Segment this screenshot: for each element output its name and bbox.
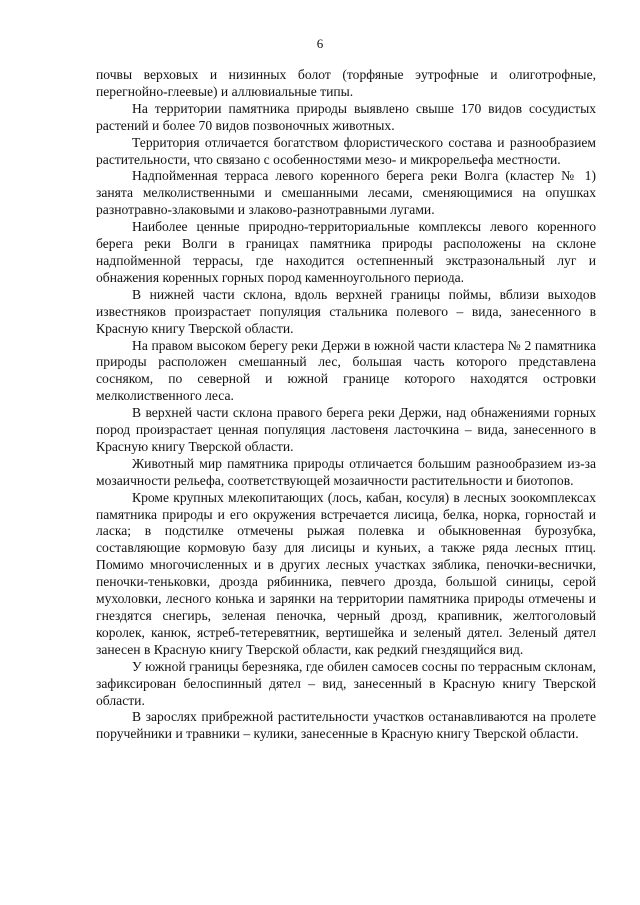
paragraph-valuable-complexes: Наиболее ценные природно-территориальные комплексы левого коренного берега реки Волги в границах памятника природы расположены на склоне надпойменной террасы, где находится остепненный экстразональный луг и обнажения коренных горных пород каменноугольного периода. xyxy=(96,219,596,285)
paragraph-steelwort-population: В нижней части склона, вдоль верхней границы поймы, вблизи выходов известняков произрастает популяция стальника полевого – вида, занесенного в Красную книгу Тверской области. xyxy=(96,286,596,336)
paragraph-mammals-birds: Кроме крупных млекопитающих (лось, кабан, косуля) в лесных зоокомплексах памятника природы и его окружения встречается лисица, белка, норка, горностай и ласка; в подстилке отмечены рыжая полевка и обыкновенная бурозубка, составляющие кормовую базу для лисицы и куньих, а также ряда лесных птиц. Помимо многочисленных и в других лесных участках зяблика, пеночки-веснички, пеночки-теньковки, дрозда рябинника, певчего дрозда, большой синицы, серой мухоловки, лесного конька и зарянки на территории памятника природы отмечены и гнездятся снегирь, зеленая пеночка, черный дрозд, крапивник, желтоголовый королек, канюк, ястреб-тетеревятник, вертишейка и зеленый дятел. Зеленый дятел занесен в Красную книгу Тверской области, как редкий гнездящийся вид. xyxy=(96,489,596,657)
paragraph-species-count: На территории памятника природы выявлено свыше 170 видов сосудистых растений и более 70 видов позвоночных животных. xyxy=(96,100,596,133)
paragraph-swallowwort-population: В верхней части склона правого берега реки Держи, над обнажениями горных пород произрастает ценная популяция ластовеня ласточкина – вида, занесенного в Красную книгу Тверской области. xyxy=(96,405,596,454)
paragraph-white-backed-woodpecker: У южной границы березняка, где обилен самосев сосны по террасным склонам, зафиксирован белоспинный дятел – вид, занесенный в Красную книгу Тверской области. xyxy=(96,658,596,708)
paragraph-fauna-diversity: Животный мир памятника природы отличается большим разнообразием из-за мозаичности рельефа, соответствующей мозаичности растительности и биотопов. xyxy=(96,455,596,488)
paragraph-floristic-diversity: Территория отличается богатством флористического состава и разнообразием растительности, что связано с особенностями мезо- и микрорельефа местности. xyxy=(96,134,596,167)
paragraph-cluster-1-terrace: Надпойменная терраса левого коренного берега реки Волга (кластер № 1) занята мелколиственными и смешанными лесами, сменяющимися на опушках разнотравно-злаковыми и злаково-разнотравными лугами. xyxy=(96,168,596,218)
page-number: 6 xyxy=(316,36,324,51)
paragraph-cluster-2-forest: На правом высоком берегу реки Держи в южной части кластера № 2 памятника природы расположен смешанный лес, большая часть которого представлена сосняком, по северной и южной границе которого находятся островки мелколиственного леса. xyxy=(96,337,596,404)
document-body xyxy=(96,67,596,743)
paragraph-waders: В зарослях прибрежной растительности участков останавливаются на пролете поручейники и травники – кулики, занесенные в Красную книгу Тверской области. xyxy=(96,709,596,742)
paragraph-soil-types: почвы верховых и низинных болот (торфяные эутрофные и олиготрофные, перегнойно-глеевые) и аллювиальные типы. xyxy=(96,67,596,99)
